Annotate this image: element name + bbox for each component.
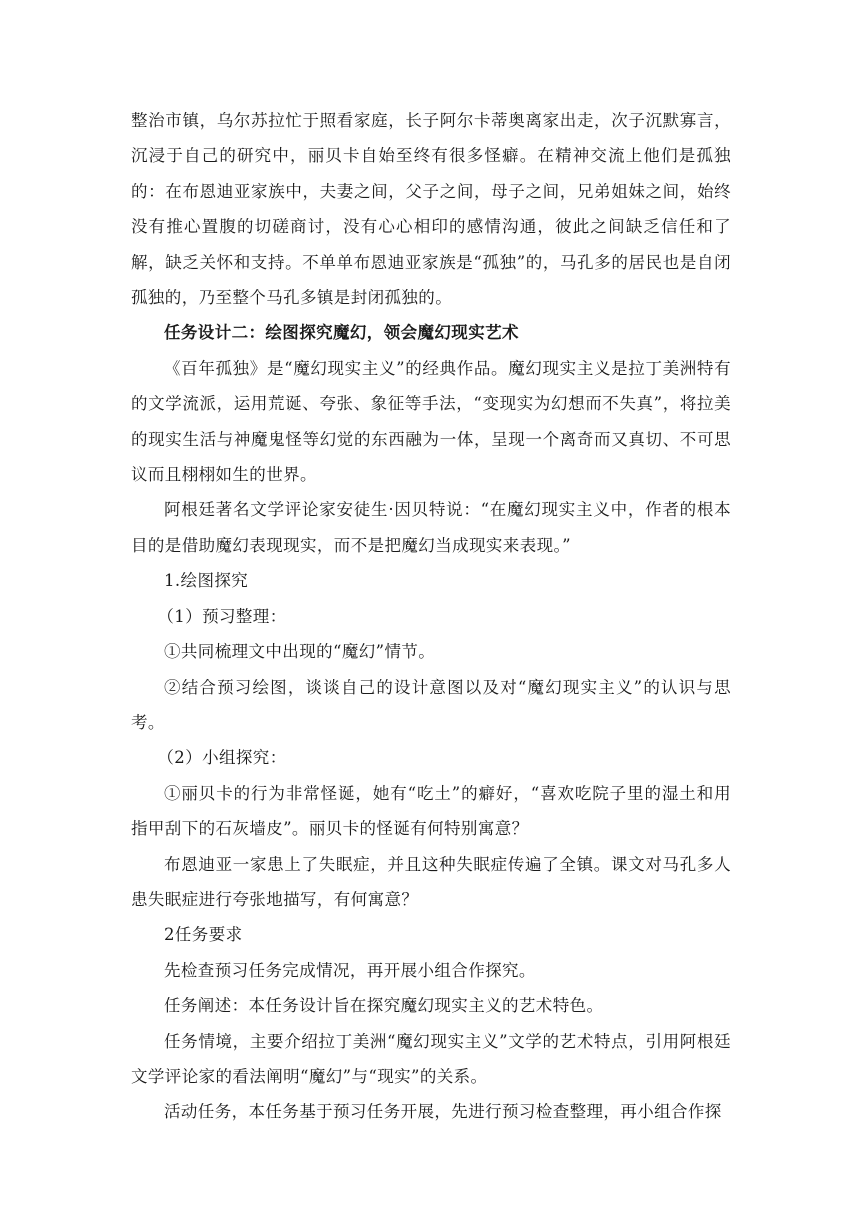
paragraph-quote: 阿根廷著名文学评论家安徒生·因贝特说：“在魔幻现实主义中，作者的根本目的是借助魔幻表现现实，而不是把魔幻当成现实来表现。” [131,500,731,555]
body-text [131,103,731,1130]
item-drawing-inquiry: 1.绘图探究 [164,571,249,591]
item-task-requirements: 2任务要求 [164,925,243,945]
item-preview-1: ①共同梳理文中出现的“魔幻”情节。 [164,642,436,662]
item-group-2: 布恩迪亚一家患上了失眠症，并且这种失眠症传遍了全镇。课文对马孔多人患失眠症进行夸张地描写，有何寓意？ [131,854,731,909]
paragraph-task-context: 任务情境，主要介绍拉丁美洲“魔幻现实主义”文学的艺术特点，引用阿根廷文学评论家的看法阐明“魔幻”与“现实”的关系。 [131,1031,731,1086]
item-preview: （1）预习整理： [157,606,287,626]
paragraph-intro: 整治市镇，乌尔苏拉忙于照看家庭，长子阿尔卡蒂奥离家出走，次子沉默寡言，沉浸于自己的研究中，丽贝卡自始至终有很多怪癖。在精神交流上他们是孤独的：在布恩迪亚家族中，夫妻之间，父子之间，母子之间，兄弟姐妹之间，始终没有推心置腹的切磋商讨，没有心心相印的感情沟通，彼此之间缺乏信任和了解，缺乏关怀和支持。不单单布恩迪亚家族是“孤独”的，马孔多的居民也是自闭孤独的，乃至整个马孔多镇是封闭孤独的。 [131,111,731,308]
paragraph-magic-realism: 《百年孤独》是“魔幻现实主义”的经典作品。魔幻现实主义是拉丁美洲特有的文学流派，运用荒诞、夸张、象征等手法，“变现实为幻想而不失真”，将拉美的现实生活与神魔鬼怪等幻觉的东西融为一体，呈现一个离奇而又真切、不可思议而且栩栩如生的世界。 [131,358,731,485]
item-group-1: ①丽贝卡的行为非常怪诞，她有“吃土”的癖好，“喜欢吃院子里的湿土和用指甲刮下的石灰墙皮”。丽贝卡的怪诞有何特别寓意？ [131,783,731,839]
section-heading: 任务设计二：绘图探究魔幻，领会魔幻现实艺术 [164,323,519,343]
paragraph-activity: 活动任务，本任务基于预习任务开展，先进行预习检查整理，再小组合作探 [164,1102,722,1122]
item-preview-2: ②结合预习绘图，谈谈自己的设计意图以及对“魔幻现实主义”的认识与思考。 [131,677,731,732]
paragraph-task-desc: 任务阐述：本任务设计旨在探究魔幻现实主义的艺术特色。 [164,996,604,1016]
paragraph-check: 先检查预习任务完成情况，再开展小组合作探究。 [164,960,536,980]
item-group: （2）小组探究： [157,748,287,768]
